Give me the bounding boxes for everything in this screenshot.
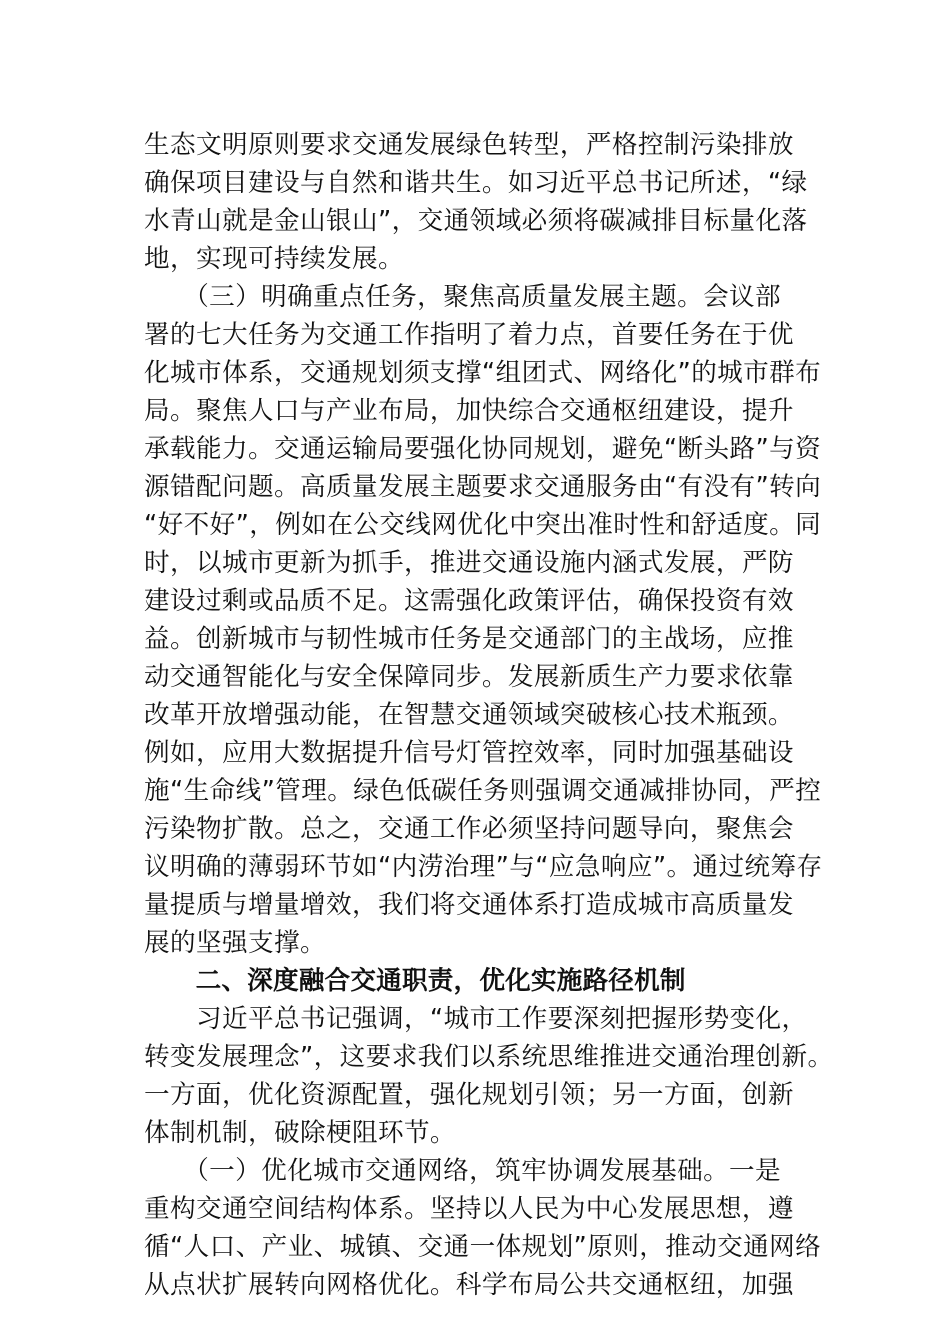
text-line: 一方面，优化资源配置，强化规划引领；另一方面，创新 (144, 1080, 794, 1110)
text-line: 动交通智能化与安全保障同步。发展新质生产力要求依靠 (144, 662, 794, 692)
text-line: 议明确的薄弱环节如“内涝治理”与“应急响应”。通过统筹存 (144, 852, 823, 882)
text-line: 循“人口、产业、城镇、交通一体规划”原则，推动交通网络 (144, 1232, 822, 1262)
text-line: 水青山就是金山银山”，交通领域必须将碳减排目标量化落 (144, 206, 808, 236)
text-line: 确保项目建设与自然和谐共生。如习近平总书记所述，“绿 (144, 168, 808, 198)
text-line: 习近平总书记强调，“城市工作要深刻把握形势变化， (144, 1004, 808, 1034)
text-line: 例如，应用大数据提升信号灯管控效率，同时加强基础设 (144, 738, 794, 768)
text-line: 源错配问题。高质量发展主题要求交通服务由“有没有”转向 (144, 472, 822, 502)
text-line: 改革开放增强动能，在智慧交通领域突破核心技术瓶颈。 (144, 700, 794, 730)
text-line: （三）明确重点任务，聚焦高质量发展主题。会议部 (144, 282, 782, 312)
text-line: 益。创新城市与韧性城市任务是交通部门的主战场，应推 (144, 624, 794, 654)
text-line: 污染物扩散。总之，交通工作必须坚持问题导向，聚焦会 (144, 814, 794, 844)
text-line: 时，以城市更新为抓手，推进交通设施内涵式发展，严防 (144, 548, 794, 578)
document-body (144, 126, 834, 1304)
text-line: 施“生命线”管理。绿色低碳任务则强调交通减排协同，严控 (144, 776, 822, 806)
text-line: 生态文明原则要求交通发展绿色转型，严格控制污染排放 (144, 130, 794, 160)
text-line: 展的坚强支撑。 (144, 928, 326, 958)
text-line: 转变发展理念”，这要求我们以系统思维推进交通治理创新。 (144, 1042, 834, 1072)
text-line: “好不好”，例如在公交线网优化中突出准时性和舒适度。同 (144, 510, 822, 540)
text-line: 从点状扩展转向网格优化。科学布局公共交通枢纽，加强 (144, 1270, 794, 1300)
text-line: 量提质与增量增效，我们将交通体系打造成城市高质量发 (144, 890, 794, 920)
text-line: 署的七大任务为交通工作指明了着力点，首要任务在于优 (144, 320, 794, 350)
text-line: 体制机制，破除梗阻环节。 (144, 1118, 456, 1148)
text-line: 承载能力。交通运输局要强化协同规划，避免“断头路”与资 (144, 434, 822, 464)
text-line: 重构交通空间结构体系。坚持以人民为中心发展思想，遵 (144, 1194, 794, 1224)
text-line: 建设过剩或品质不足。这需强化政策评估，确保投资有效 (144, 586, 794, 616)
text-line: 地，实现可持续发展。 (144, 244, 404, 274)
section-heading: 二、深度融合交通职责，优化实施路径机制 (144, 966, 686, 996)
text-line: 化城市体系，交通规划须支撑“组团式、网络化”的城市群布 (144, 358, 822, 388)
text-line: （一）优化城市交通网络，筑牢协调发展基础。一是 (144, 1156, 782, 1186)
text-line: 局。聚焦人口与产业布局，加快综合交通枢纽建设，提升 (144, 396, 794, 426)
